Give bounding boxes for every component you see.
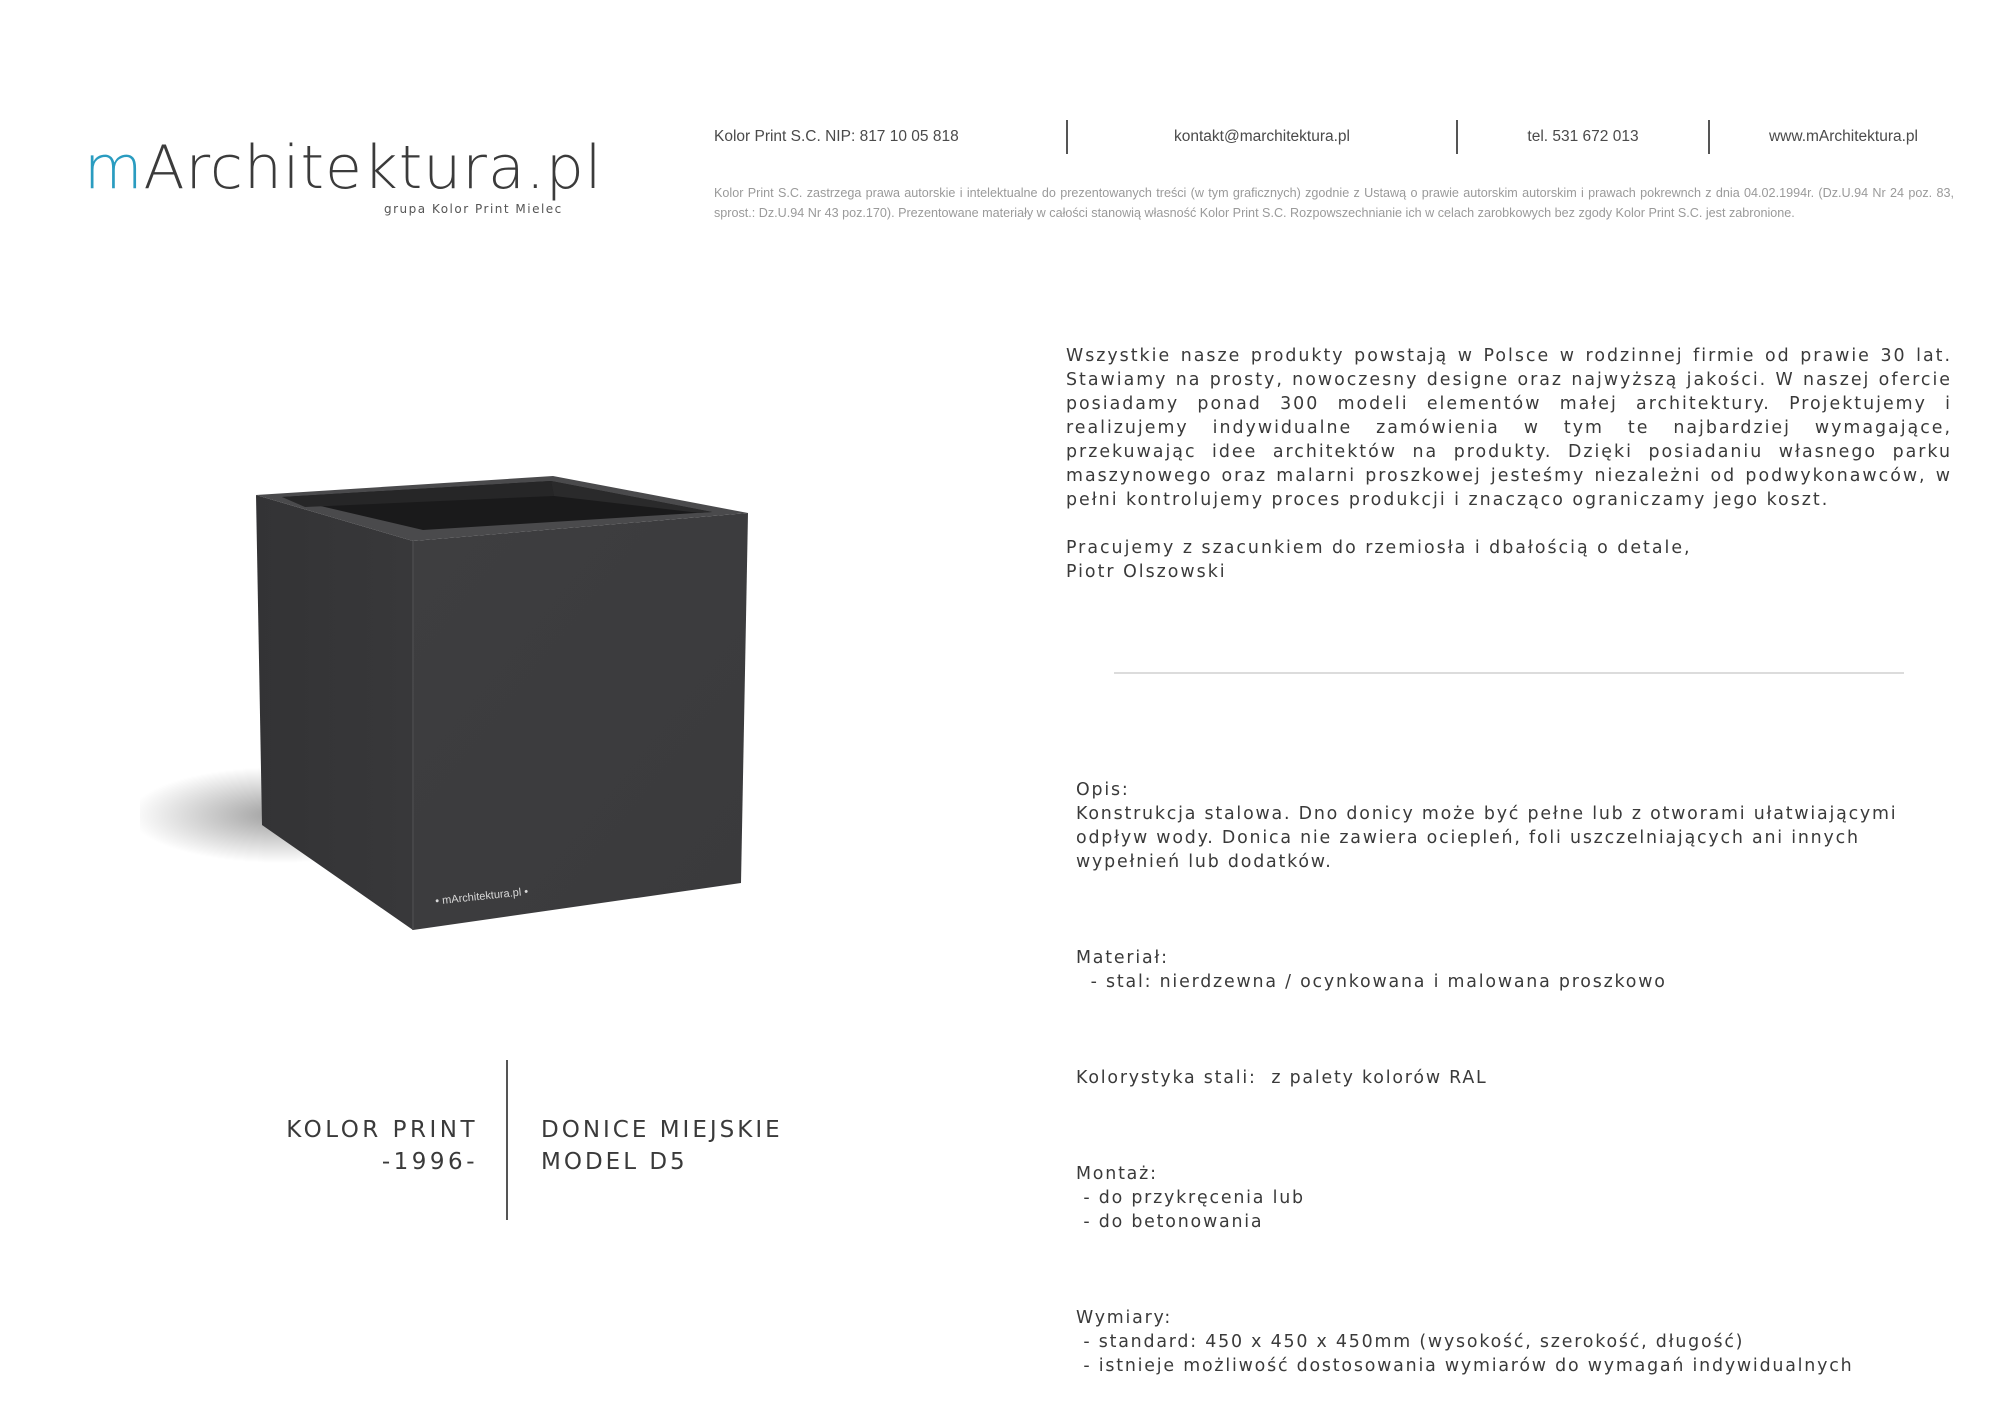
website-link[interactable]: www.mArchitektura.pl: [1768, 128, 1918, 145]
intro-section: [1066, 344, 1952, 584]
spec-label: Wymiary:: [1076, 1308, 1173, 1328]
intro-paragraph: Wszystkie nasze produkty powstają w Polsce w rodzinnej firmie od prawie 30 lat. Stawiamy na prosty, nowoczesny designe oraz najwyższą jakości. W naszej ofercie posiadamy ponad 300 modeli elementów małej architektury. Projektujemy i realizujemy indywidualne zamówienia w tym te najbardziej wymagające, przekuwając idee architektów na produkty. Dzięki posiadaniu własnego parku maszynowego oraz malarni proszkowej jesteśmy niezależni od podwykonawców, w pełni kontrolujemy proces produkcji i znacząco ograniczamy jego koszt.: [1066, 346, 1952, 510]
spec-material: [1076, 946, 1956, 994]
product-category: DONICE MIEJSKIE: [541, 1117, 783, 1143]
spec-kolorystyka: [1076, 1066, 1956, 1090]
brand-company: KOLOR PRINT: [286, 1117, 478, 1143]
brand-year: -1996-: [381, 1149, 478, 1175]
spec-text: Konstrukcja stalowa. Dno donicy może być pełne lub z otworami ułatwiającymi odpływ wody. Donica nie zawiera ociepleń, foli uszczelniających ani innych wypełnień lub dodatków.: [1076, 804, 1898, 872]
signature: Piotr Olszowski: [1066, 562, 1227, 582]
spec-item: - istnieje możliwość dostosowania wymiarów do wymagań indywidualnych: [1076, 1356, 1854, 1376]
spec-label: Opis:: [1076, 780, 1130, 800]
spec-item: - do betonowania: [1076, 1212, 1264, 1232]
plate-label: • mArchitektura.pl •: [434, 885, 529, 908]
specs-section: [1076, 730, 1956, 1402]
spec-label: Montaż:: [1076, 1164, 1158, 1184]
logo-main-text: Architektura.pl: [143, 133, 603, 203]
contact-bar: [714, 118, 1924, 156]
legal-notice: Kolor Print S.C. zastrzega prawa autorskie i intelektualne do prezentowanych treści (w tym graficznych) zgodnie z Ustawą o prawie autorskim autorskim i prawach pokrewnch z dnia 04.02.1994r. (Dz.U.94 Nr 24 poz. 83, sprost.: Dz.U.94 Nr 43 poz.170). Prezentowane materiały w całości stanowią własność Kolor Print S.C. Rozpowszechnianie ich w celach zarobkowych bez zgody Kolor Print S.C. jest zabronione.: [714, 186, 1954, 220]
section-divider: [1114, 672, 1904, 674]
spec-wymiary: [1076, 1306, 1956, 1378]
product-model: MODEL D5: [541, 1149, 688, 1175]
spec-montaz: [1076, 1162, 1956, 1234]
planter-front-face: [413, 513, 748, 930]
logo-wordmark: [84, 133, 644, 203]
brand-divider: [506, 1060, 508, 1220]
email-link[interactable]: kontakt@marchitektura.pl: [1174, 128, 1350, 145]
spec-opis: [1076, 778, 1956, 874]
company-info: Kolor Print S.C. NIP: 817 10 05 818: [714, 128, 959, 145]
product-image-planter: [140, 470, 760, 940]
logo-prefix: m: [84, 133, 144, 203]
planter-left-face: [256, 495, 413, 930]
phone-number[interactable]: tel. 531 672 013: [1527, 128, 1639, 145]
logo-subtitle: grupa Kolor Print Mielec: [384, 202, 563, 216]
spec-item: - standard: 450 x 450 x 450mm (wysokość, szerokość, długość): [1076, 1332, 1745, 1352]
spec-label: Materiał:: [1076, 948, 1169, 968]
brand-right: [541, 1114, 783, 1178]
closing-line: Pracujemy z szacunkiem do rzemiosła i dbałością o detale,: [1066, 538, 1692, 558]
brand-left: [286, 1114, 478, 1178]
spec-item: - do przykręcenia lub: [1076, 1188, 1305, 1208]
intro-closing: [1066, 536, 1952, 584]
spec-item: - stal: nierdzewna / ocynkowana i malowana proszkowo: [1076, 972, 1667, 992]
logo: [84, 133, 644, 218]
spec-text: Kolorystyka stali: z palety kolorów RAL: [1076, 1068, 1488, 1088]
